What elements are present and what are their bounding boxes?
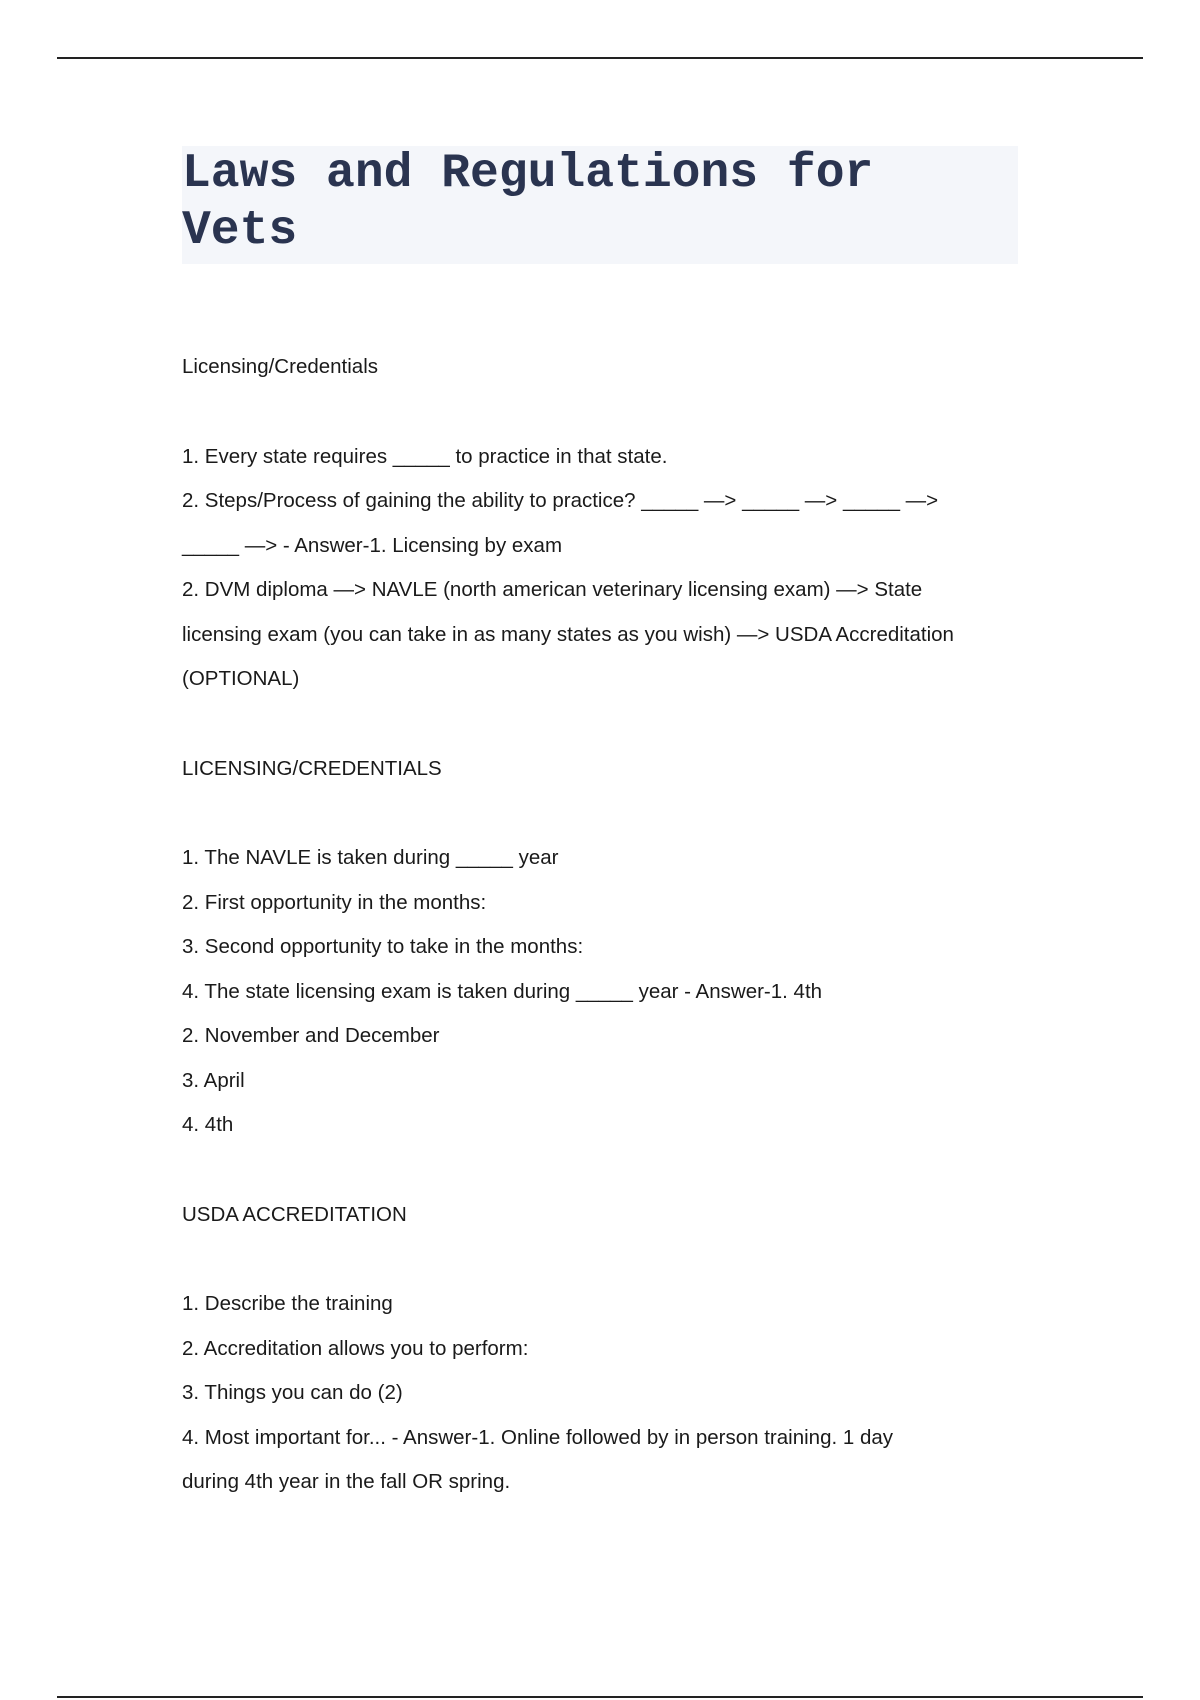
text-line: 2. First opportunity in the months: [182,890,487,914]
section-licensing-credentials [182,345,1018,702]
title-line-1: Laws and Regulations for [182,147,874,201]
text-line: 4. The state licensing exam is taken during _____ year - Answer-1. 4th [182,979,823,1003]
top-divider [57,57,1143,59]
text-line: 1. Every state requires _____ to practice in that state. [182,444,668,468]
section-heading: LICENSING/CREDENTIALS [182,756,442,780]
section-heading: USDA ACCREDITATION [182,1202,407,1226]
text-line: 2. DVM diploma —> NAVLE (north american veterinary licensing exam) —> State [182,578,923,601]
text-line: 3. Second opportunity to take in the months: [182,935,584,958]
text-line: 2. Steps/Process of gaining the ability to practice? _____ —> _____ —> _____ —> [182,489,939,512]
text-line: during 4th year in the fall OR spring. [182,1470,511,1493]
document-body [182,146,1018,1505]
text-line: 1. The NAVLE is taken during _____ year [182,846,559,869]
text-line: 2. Accreditation allows you to perform: [182,1336,529,1360]
text-line: 3. April [182,1068,245,1092]
bottom-divider [57,1696,1143,1698]
title-line-2: Vets [182,204,298,258]
section-usda-accreditation [182,1193,1018,1505]
title-banner [182,146,1018,264]
text-line: licensing exam (you can take in as many states as you wish) —> USDA Accreditation [182,622,954,646]
text-line: _____ —> - Answer-1. Licensing by exam [182,533,563,557]
text-line: 2. November and December [182,1024,440,1047]
text-line: 4. Most important for... - Answer-1. Online followed by in person training. 1 day [182,1425,894,1449]
section-licensing-credentials-caps [182,747,1018,1148]
document-title [182,146,1014,260]
text-line: (OPTIONAL) [182,667,300,690]
text-line: 3. Things you can do (2) [182,1381,403,1404]
text-line: 1. Describe the training [182,1292,393,1315]
text-line: 4. 4th [182,1113,234,1136]
section-heading: Licensing/Credentials [182,355,379,378]
